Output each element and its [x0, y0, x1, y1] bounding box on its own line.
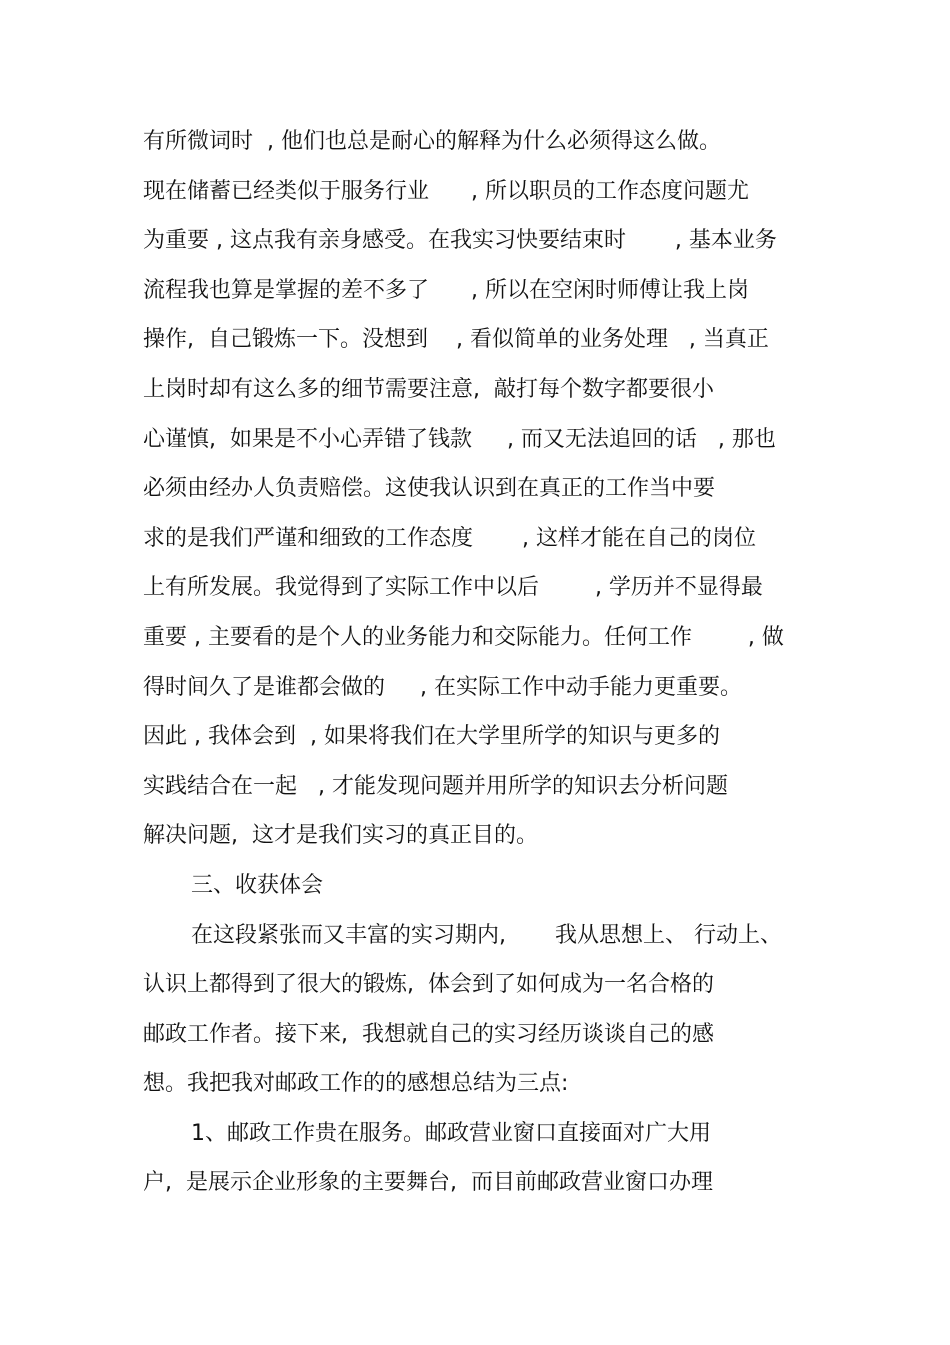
text-line: 重要 , 主要看的是个人的业务能力和交际能力。任何工作 , 做	[143, 624, 784, 650]
text-line: 流程我也算是掌握的差不多了 , 所以在空闲时师傅让我上岗	[143, 277, 749, 303]
text-line: 认识上都得到了很大的锻炼, 体会到了如何成为一名合格的	[143, 972, 714, 998]
paragraph-start-line: 1、邮政工作贵在服务。邮政营业窗口直接面对广大用	[191, 1120, 711, 1146]
text-line: 上有所发展。我觉得到了实际工作中以后 , 学历并不显得最	[143, 575, 763, 601]
text-line: 得时间久了是谁都会做的 , 在实际工作中动手能力更重要。	[143, 674, 742, 700]
body-text	[143, 122, 813, 1213]
text-line: 心谨慎, 如果是不小心弄错了钱款 , 而又无法追回的话 , 那也	[143, 426, 776, 452]
text-line: 因此 , 我体会到 , 如果将我们在大学里所学的知识与更多的	[143, 724, 720, 750]
text-line: 解决问题, 这才是我们实习的真正目的。	[143, 823, 538, 849]
text-line: 现在储蓄已经类似于服务行业 , 所以职员的工作态度问题尤	[143, 178, 749, 204]
text-line: 为重要 , 这点我有亲身感受。在我实习快要结束时 , 基本业务	[143, 228, 777, 254]
text-line: 求的是我们严谨和细致的工作态度 , 这样才能在自己的岗位	[143, 525, 756, 551]
paragraph-start-line: 在这段紧张而又丰富的实习期内, 我从思想上、 行动上、	[191, 922, 782, 948]
text-line: 户, 是展示企业形象的主要舞台, 而目前邮政营业窗口办理	[143, 1170, 713, 1196]
text-line: 有所微词时 , 他们也总是耐心的解释为什么必须得这么做。	[143, 129, 721, 154]
paragraph-start-line: 三、收获体会	[191, 872, 324, 898]
text-line: 邮政工作者。接下来, 我想就自己的实习经历谈谈自己的感	[143, 1021, 714, 1047]
text-line: 上岗时却有这么多的细节需要注意, 敲打每个数字都要很小	[143, 376, 714, 402]
text-line: 想。我把我对邮政工作的的感想总结为三点:	[143, 1071, 569, 1097]
text-line: 必须由经办人负责赔偿。这使我认识到在真正的工作当中要	[143, 476, 716, 502]
text-line: 实践结合在一起 , 才能发现问题并用所学的知识去分析问题	[143, 773, 728, 799]
text-line: 操作, 自己锻炼一下。没想到 , 看似简单的业务处理 , 当真正	[143, 327, 769, 353]
